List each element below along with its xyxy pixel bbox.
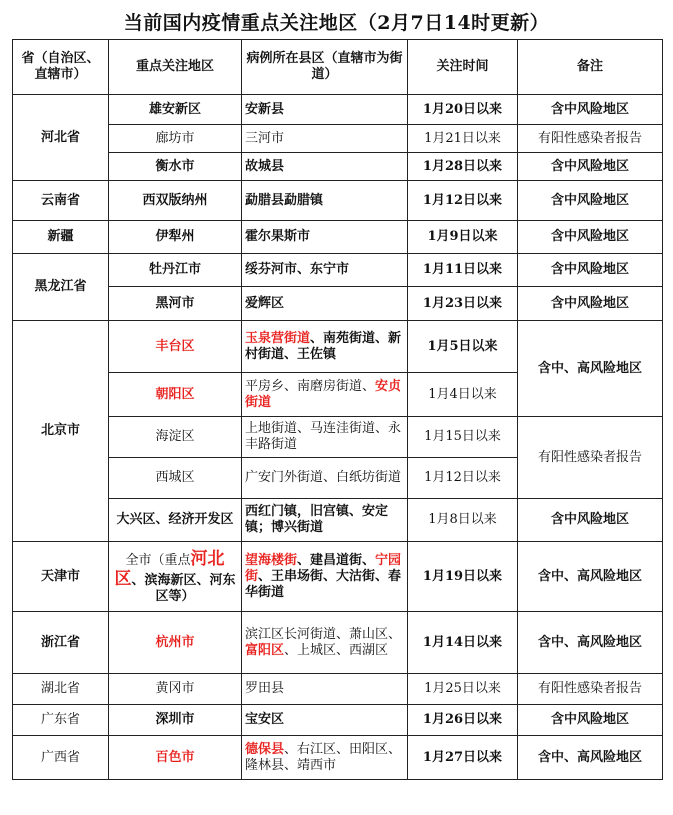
note-cell: 含中风险地区 [518, 287, 663, 321]
area-cell: 廊坊市 [109, 125, 242, 153]
time-cell: 1月25日以来 [408, 674, 518, 705]
province-cell: 广西省 [13, 736, 109, 780]
province-cell: 北京市 [13, 321, 109, 542]
table-row [13, 221, 663, 254]
county-highlight: 玉泉营街道 [245, 330, 311, 346]
note-cell: 有阳性感染者报告 [518, 674, 663, 705]
time-cell: 1月20日以来 [408, 95, 518, 125]
page-title: 当前国内疫情重点关注地区（2月7日14时更新） [123, 12, 550, 34]
note-cell: 含中风险地区 [518, 153, 663, 181]
county-cell [242, 542, 408, 612]
note-cell: 含中风险地区 [518, 254, 663, 287]
county-cell: 三河市 [242, 125, 408, 153]
table-row [13, 499, 663, 542]
header-note: 备注 [518, 40, 663, 95]
county-cell: 宝安区 [242, 705, 408, 736]
area-cell: 黄冈市 [109, 674, 242, 705]
time-cell: 1月21日以来 [408, 125, 518, 153]
area-cell: 牡丹江市 [109, 254, 242, 287]
area-cell: 海淀区 [109, 417, 242, 458]
note-cell: 有阳性感染者报告 [518, 125, 663, 153]
county-cell: 罗田县 [242, 674, 408, 705]
county-cell: 广安门外街道、白纸坊街道 [242, 458, 408, 499]
focus-areas-table [12, 39, 663, 780]
table-row [13, 181, 663, 221]
area-cell: 西双版纳州 [109, 181, 242, 221]
table-row [13, 542, 663, 612]
area-highlight: 河北区 [114, 548, 225, 589]
area-cell: 雄安新区 [109, 95, 242, 125]
province-cell: 湖北省 [13, 674, 109, 705]
county-cell [242, 612, 408, 674]
county-cell: 绥芬河市、东宁市 [242, 254, 408, 287]
table-row [13, 612, 663, 674]
area-cell [109, 542, 242, 612]
time-cell: 1月12日以来 [408, 458, 518, 499]
area-cell: 朝阳区 [109, 373, 242, 417]
province-cell: 天津市 [13, 542, 109, 612]
area-cell: 杭州市 [109, 612, 242, 674]
note-cell: 含中风险地区 [518, 95, 663, 125]
county-highlight: 德保县 [245, 741, 285, 757]
note-cell: 含中、高风险地区 [518, 736, 663, 780]
county-cell: 勐腊县勐腊镇 [242, 181, 408, 221]
time-cell: 1月12日以来 [408, 181, 518, 221]
table-row [13, 153, 663, 181]
time-cell: 1月8日以来 [408, 499, 518, 542]
county-cell [242, 736, 408, 780]
table-row [13, 705, 663, 736]
province-cell: 新疆 [13, 221, 109, 254]
table-row [13, 254, 663, 287]
time-cell: 1月19日以来 [408, 542, 518, 612]
province-cell: 广东省 [13, 705, 109, 736]
table-row [13, 417, 663, 458]
province-cell: 云南省 [13, 181, 109, 221]
time-cell: 1月26日以来 [408, 705, 518, 736]
county-cell [242, 373, 408, 417]
county-text: 、王串场街、大沽街、春华街道 [245, 568, 402, 600]
note-cell: 含中、高风险地区 [518, 612, 663, 674]
province-cell: 河北省 [13, 95, 109, 181]
table-row [13, 95, 663, 125]
county-text: 、右江区、田阳区、隆林县、靖西市 [245, 741, 402, 773]
area-cell: 伊犁州 [109, 221, 242, 254]
county-cell: 上地街道、马连洼街道、永丰路街道 [242, 417, 408, 458]
county-cell: 西红门镇，旧宫镇、安定镇；博兴街道 [242, 499, 408, 542]
area-cell: 黑河市 [109, 287, 242, 321]
note-cell: 含中、高风险地区 [518, 321, 663, 417]
county-cell: 霍尔果斯市 [242, 221, 408, 254]
province-cell: 黑龙江省 [13, 254, 109, 321]
note-cell: 含中风险地区 [518, 221, 663, 254]
area-text: 、滨海新区、河东区等） [131, 572, 236, 604]
time-cell: 1月5日以来 [408, 321, 518, 373]
time-cell: 1月4日以来 [408, 373, 518, 417]
note-cell: 有阳性感染者报告 [518, 417, 663, 499]
area-cell: 大兴区、经济开发区 [109, 499, 242, 542]
header-county: 病例所在县区（直辖市为街道） [242, 40, 408, 95]
table-row [13, 674, 663, 705]
area-cell: 衡水市 [109, 153, 242, 181]
county-cell [242, 321, 408, 373]
county-text: 、上城区、西湖区 [284, 642, 389, 658]
header-province: 省（自治区、直辖市） [13, 40, 109, 95]
time-cell: 1月14日以来 [408, 612, 518, 674]
time-cell: 1月23日以来 [408, 287, 518, 321]
county-text: 、建昌道街、 [297, 552, 376, 568]
table-header-row [13, 40, 663, 95]
county-text: 平房乡、南磨房街道、 [245, 378, 376, 394]
province-cell: 浙江省 [13, 612, 109, 674]
area-cell: 百色市 [109, 736, 242, 780]
table-row [13, 287, 663, 321]
time-cell: 1月27日以来 [408, 736, 518, 780]
county-highlight: 富阳区 [245, 642, 285, 658]
county-text: 滨江区长河街道、萧山区、 [245, 626, 402, 642]
time-cell: 1月11日以来 [408, 254, 518, 287]
time-cell: 1月28日以来 [408, 153, 518, 181]
time-cell: 1月15日以来 [408, 417, 518, 458]
header-area: 重点关注地区 [109, 40, 242, 95]
area-cell: 西城区 [109, 458, 242, 499]
note-cell: 含中、高风险地区 [518, 542, 663, 612]
note-cell: 含中风险地区 [518, 705, 663, 736]
note-cell: 含中风险地区 [518, 499, 663, 542]
header-time: 关注时间 [408, 40, 518, 95]
area-cell: 深圳市 [109, 705, 242, 736]
table-row [13, 736, 663, 780]
table-row [13, 321, 663, 373]
county-highlight: 宁园街 [245, 552, 402, 584]
county-text: 、南苑街道、新村街道、王佐镇 [245, 330, 402, 362]
table-row [13, 125, 663, 153]
county-cell: 故城县 [242, 153, 408, 181]
county-highlight: 安贞街道 [245, 378, 402, 410]
time-cell: 1月9日以来 [408, 221, 518, 254]
note-cell: 含中风险地区 [518, 181, 663, 221]
county-highlight: 望海楼街 [245, 552, 298, 568]
county-cell: 爱辉区 [242, 287, 408, 321]
area-cell: 丰台区 [109, 321, 242, 373]
county-cell: 安新县 [242, 95, 408, 125]
area-text: 全市（重点 [125, 552, 191, 568]
